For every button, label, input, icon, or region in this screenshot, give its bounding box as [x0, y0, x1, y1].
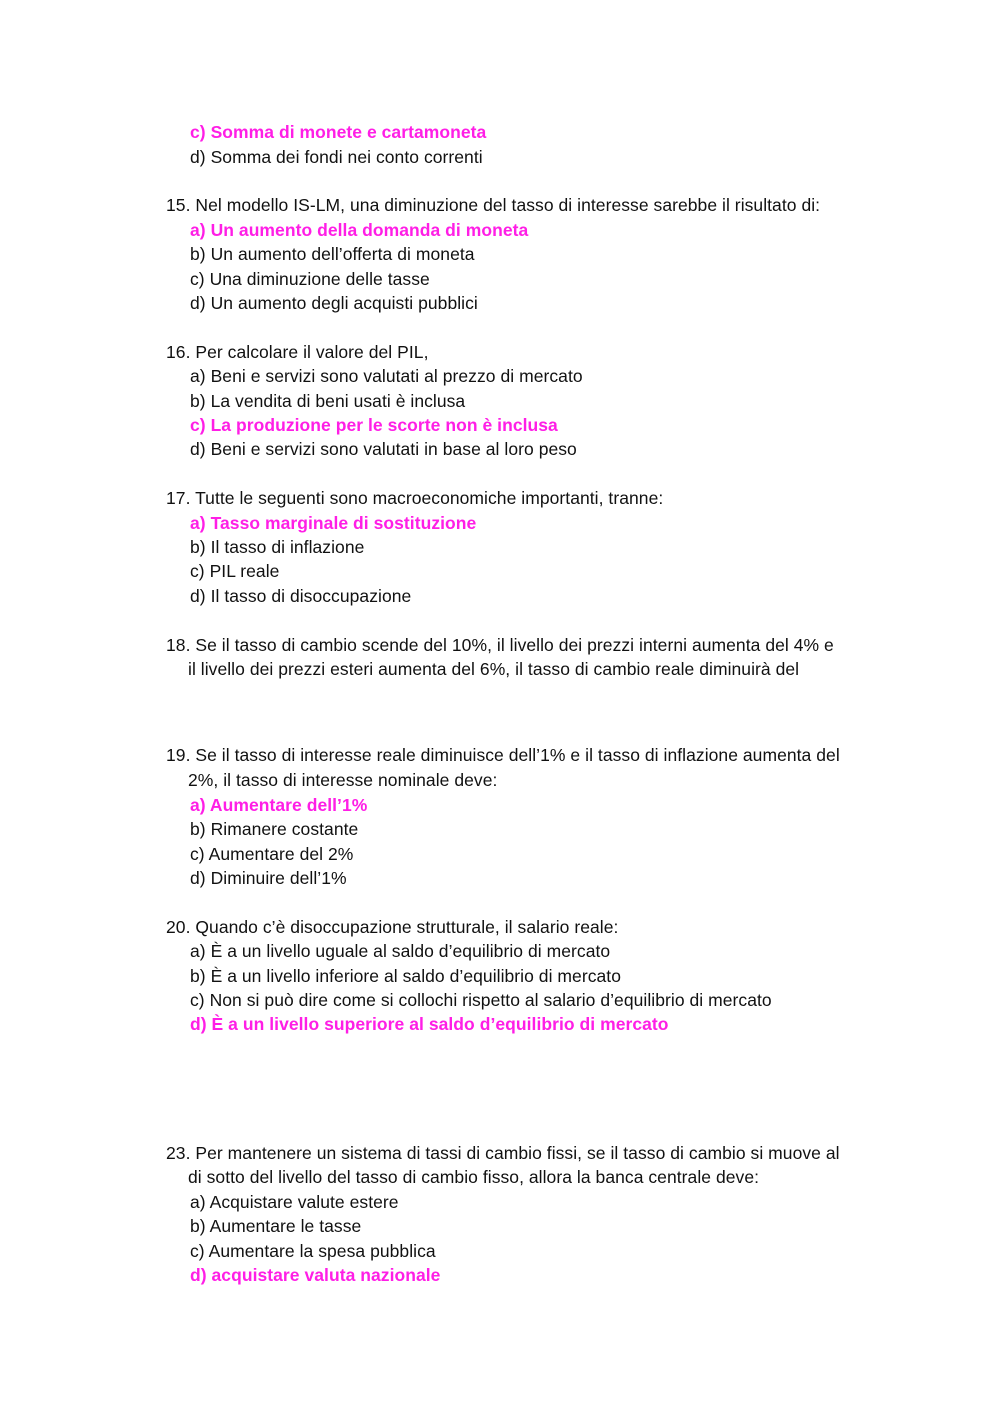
question-text: 23. Per mantenere un sistema di tassi di cambio fissi, se il tasso di cambio si muove al: [166, 1143, 840, 1163]
answer-option: d) Beni e servizi sono valutati in base al loro peso: [190, 439, 577, 459]
question-text: 15. Nel modello IS-LM, una diminuzione del tasso di interesse sarebbe il risultato di:: [166, 195, 821, 215]
answer-option-correct: d) acquistare valuta nazionale: [190, 1265, 441, 1285]
answer-option: c) Aumentare del 2%: [190, 844, 354, 864]
answer-option: d) Un aumento degli acquisti pubblici: [190, 293, 478, 313]
answer-option-correct: c) La produzione per le scorte non è inclusa: [190, 415, 558, 435]
answer-option: c) Non si può dire come si collochi rispetto al salario d’equilibrio di mercato: [190, 990, 772, 1010]
answer-option: a) È a un livello uguale al saldo d’equilibrio di mercato: [190, 941, 611, 961]
question-text-continued: il livello dei prezzi esteri aumenta del 6%, il tasso di cambio reale diminuirà del: [188, 659, 800, 679]
answer-option: a) Beni e servizi sono valutati al prezzo di mercato: [190, 366, 583, 386]
answer-option: d) Diminuire dell’1%: [190, 868, 347, 888]
question-text: 19. Se il tasso di interesse reale diminuisce dell’1% e il tasso di inflazione aumenta del: [166, 745, 840, 765]
question-text: 16. Per calcolare il valore del PIL,: [166, 342, 429, 362]
answer-option: b) La vendita di beni usati è inclusa: [190, 391, 466, 411]
answer-option: b) Il tasso di inflazione: [190, 537, 365, 557]
answer-option: c) Aumentare la spesa pubblica: [190, 1241, 436, 1261]
question-text-continued: 2%, il tasso di interesse nominale deve:: [188, 770, 498, 790]
answer-option: d) Somma dei fondi nei conto correnti: [190, 147, 483, 167]
answer-option: b) Un aumento dell’offerta di moneta: [190, 244, 475, 264]
question-text: 20. Quando c’è disoccupazione strutturale, il salario reale:: [166, 917, 619, 937]
answer-option-correct: a) Tasso marginale di sostituzione: [190, 513, 477, 533]
answer-option-correct: a) Aumentare dell’1%: [190, 795, 368, 815]
answer-option: c) PIL reale: [190, 561, 280, 581]
answer-option-correct: a) Un aumento della domanda di moneta: [190, 220, 529, 240]
question-text: 17. Tutte le seguenti sono macroeconomiche importanti, tranne:: [166, 488, 664, 508]
answer-option: c) Una diminuzione delle tasse: [190, 269, 430, 289]
answer-option: a) Acquistare valute estere: [190, 1192, 399, 1212]
question-text-continued: di sotto del livello del tasso di cambio fisso, allora la banca centrale deve:: [188, 1167, 760, 1187]
question-text: 18. Se il tasso di cambio scende del 10%, il livello dei prezzi interni aumenta del 4% e: [166, 635, 834, 655]
answer-option: b) È a un livello inferiore al saldo d’equilibrio di mercato: [190, 966, 621, 986]
answer-option: b) Aumentare le tasse: [190, 1216, 362, 1236]
answer-option: d) Il tasso di disoccupazione: [190, 586, 412, 606]
answer-option: b) Rimanere costante: [190, 819, 359, 839]
answer-option-correct: c) Somma di monete e cartamoneta: [190, 122, 487, 142]
answer-option-correct: d) È a un livello superiore al saldo d’equilibrio di mercato: [190, 1014, 669, 1034]
